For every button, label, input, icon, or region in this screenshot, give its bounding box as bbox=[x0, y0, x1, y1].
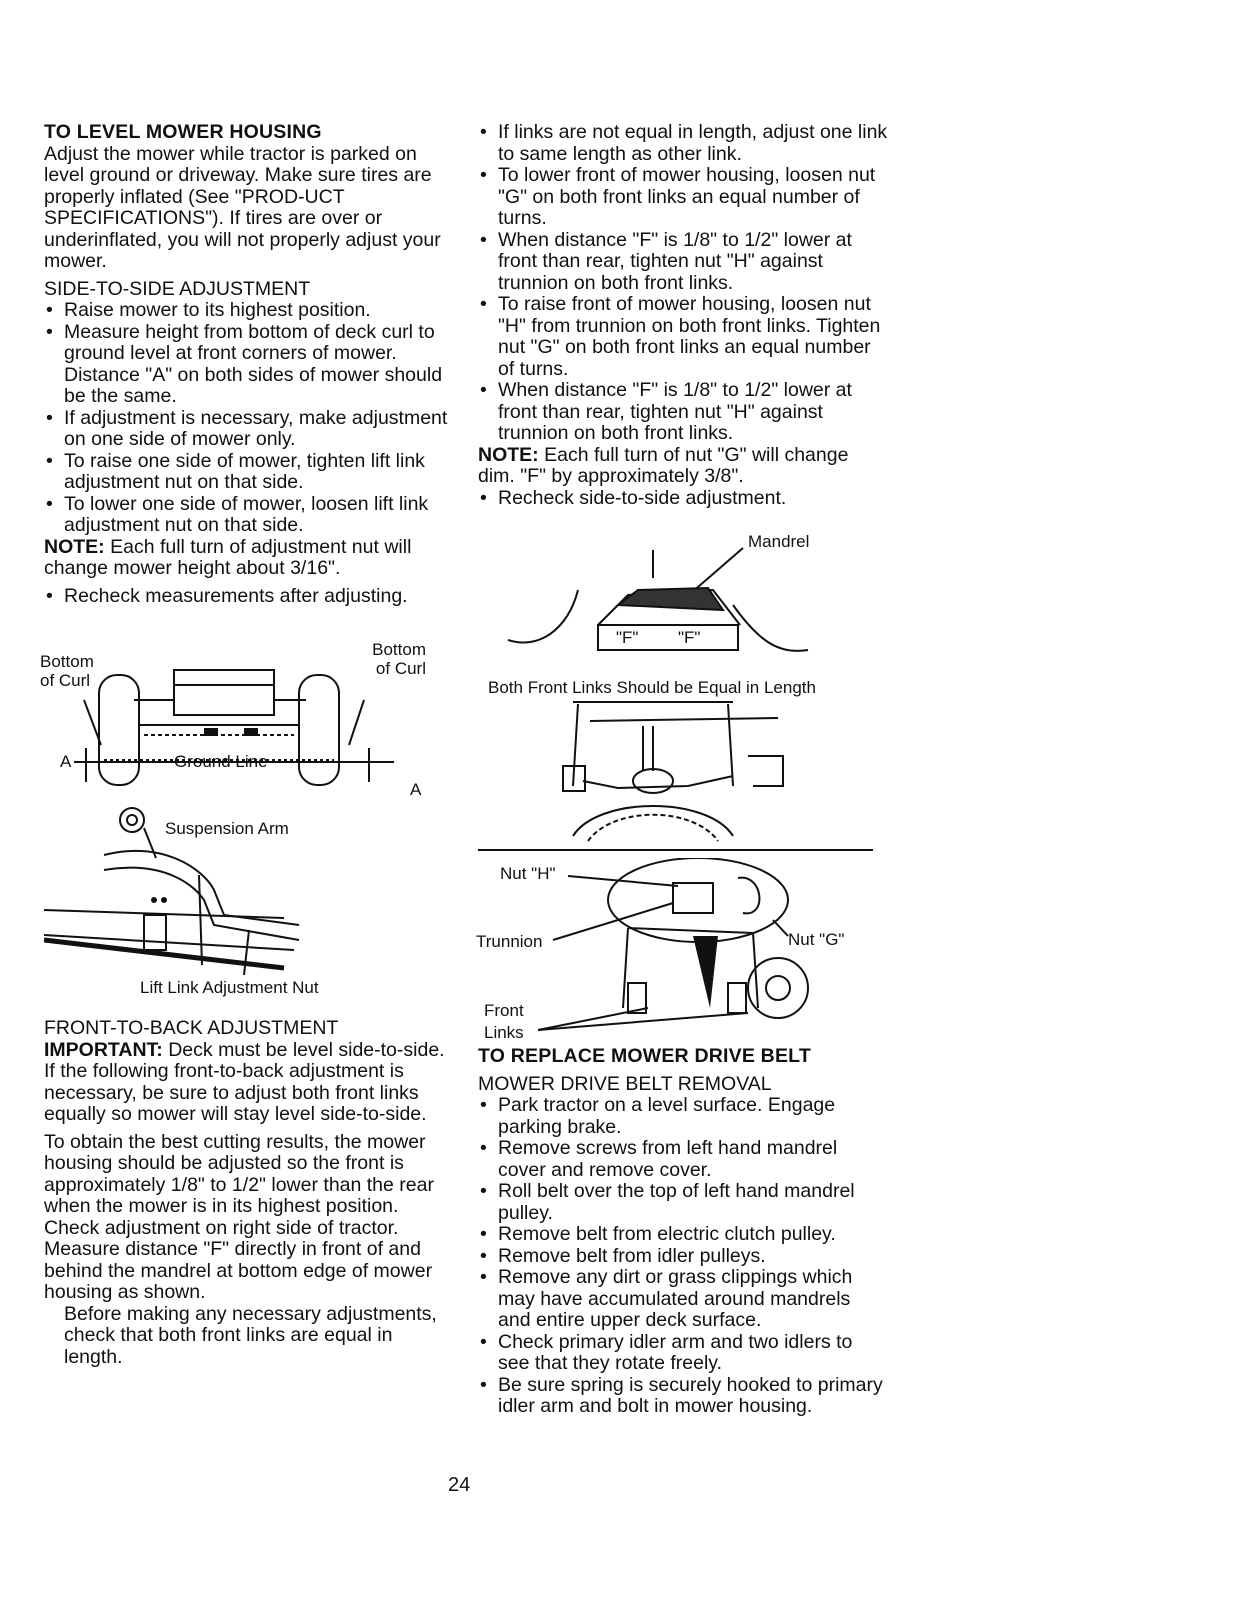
list-item: • To lower one side of mower, loosen lift link adjustment nut on that side. bbox=[44, 494, 454, 537]
list-item: • If adjustment is necessary, make adjustment on one side of mower only. bbox=[44, 408, 454, 451]
important-label: IMPORTANT: bbox=[44, 1038, 163, 1061]
fig1-right-label: Bottom of Curl bbox=[372, 640, 426, 678]
nut-h-label: Nut "H" bbox=[500, 864, 556, 883]
side-to-side-figure bbox=[40, 640, 454, 800]
intro-paragraph: Adjust the mower while tractor is parked on level ground or driveway. Make sure tires are properly inflated (See "PROD-UCT SPECIFICATIONS"). If tires are over or underinflated, you will not properly adjust your mower. bbox=[44, 142, 441, 272]
list-item: • To raise front of mower housing, loosen nut "H" from trunnion on both front links. Tighten nut "G" on both front links an equal number of turns. bbox=[478, 294, 888, 380]
list-item: • Park tractor on a level surface. Engage parking brake. bbox=[478, 1095, 888, 1138]
side-to-side-list bbox=[44, 300, 454, 537]
list-item: • Raise mower to its highest position. bbox=[44, 300, 454, 322]
right-column-lower bbox=[478, 1046, 888, 1418]
equal-links-caption: Both Front Links Should be Equal in Length bbox=[488, 678, 816, 697]
list-item: • To lower front of mower housing, loosen nut "G" on both front links an equal number of turns. bbox=[478, 165, 888, 230]
important-paragraph bbox=[44, 1040, 454, 1126]
note-label: NOTE: bbox=[478, 443, 539, 466]
mandrel-diagram bbox=[478, 530, 888, 670]
note-paragraph bbox=[44, 537, 454, 580]
list-item: • Check primary idler arm and two idlers to see that they rotate freely. bbox=[478, 1332, 888, 1375]
list-item: • Be sure spring is securely hooked to primary idler arm and bolt in mower housing. bbox=[478, 1375, 888, 1418]
list-item: • When distance "F" is 1/8" to 1/2" lower at front than rear, tighten nut "H" against trunnion on both front links. bbox=[478, 230, 888, 295]
front-links-label: Front Links bbox=[484, 1001, 524, 1042]
nut-g-label: Nut "G" bbox=[788, 930, 845, 949]
trunnion-label: Trunnion bbox=[476, 932, 543, 951]
fig1-a-right-label: A bbox=[410, 780, 422, 799]
note-label: NOTE: bbox=[44, 535, 105, 558]
side-to-side-heading: SIDE-TO-SIDE ADJUSTMENT bbox=[44, 277, 311, 300]
mandrel-figure bbox=[478, 530, 888, 670]
check-adjustment-paragraph: Check adjustment on right side of tractor. Measure distance "F" directly in front of and behind the mandrel at bottom edge of mower housing as shown. bbox=[44, 1216, 433, 1303]
list-item: • Measure height from bottom of deck curl to ground level at front corners of mower. Distance "A" on both sides of mower should be the same. bbox=[44, 322, 454, 408]
suspension-arm-label: Suspension Arm bbox=[165, 819, 289, 838]
right-column bbox=[478, 122, 888, 509]
left-column-lower bbox=[44, 1018, 454, 1368]
front-links-diagram bbox=[478, 676, 888, 851]
best-results-paragraph: To obtain the best cutting results, the mower housing should be adjusted so the front is approximately 1/8" to 1/2" lower than the rear when the mower is in its highest position. bbox=[44, 1130, 434, 1217]
list-item: • If links are not equal in length, adjust one link to same length as other link. bbox=[478, 122, 888, 165]
left-column bbox=[44, 122, 454, 607]
fig1-left-label: Bottom of Curl bbox=[40, 652, 94, 690]
recheck-list bbox=[44, 586, 454, 608]
fig1-a-left-label: A bbox=[60, 752, 72, 771]
note-paragraph bbox=[478, 445, 888, 488]
section-heading-level-mower: TO LEVEL MOWER HOUSING bbox=[44, 121, 322, 143]
list-item: • Recheck measurements after adjusting. bbox=[44, 586, 454, 608]
list-item: • To raise one side of mower, tighten lift link adjustment nut on that side. bbox=[44, 451, 454, 494]
mandrel-label: Mandrel bbox=[748, 532, 810, 551]
list-item: • Remove screws from left hand mandrel cover and remove cover. bbox=[478, 1138, 888, 1181]
front-adjust-list bbox=[478, 122, 888, 445]
before-adjust-paragraph: Before making any necessary adjustments, check that both front links are equal in length. bbox=[64, 1302, 437, 1368]
suspension-arm-figure bbox=[44, 800, 454, 1005]
f-rear-label: "F" bbox=[678, 628, 701, 647]
list-item: • Remove belt from electric clutch pulley. bbox=[478, 1224, 888, 1246]
fig1-ground-line-label: Ground Line bbox=[174, 752, 268, 771]
list-item: • Remove any dirt or grass clippings which may have accumulated around mandrels and entire upper deck surface. bbox=[478, 1267, 888, 1332]
note-text: Each full turn of adjustment nut will change mower height about 3/16". bbox=[44, 535, 412, 579]
important-text: Deck must be level side-to-side. If the following front-to-back adjustment is necessary, be sure to adjust both front links equally so mower will stay level side-to-side. bbox=[44, 1038, 445, 1125]
lift-link-nut-label: Lift Link Adjustment Nut bbox=[140, 978, 319, 997]
belt-removal-heading: MOWER DRIVE BELT REMOVAL bbox=[478, 1072, 772, 1095]
belt-removal-list bbox=[478, 1095, 888, 1418]
front-links-figure bbox=[478, 676, 888, 851]
list-item: • Remove belt from idler pulleys. bbox=[478, 1246, 888, 1268]
nut-detail-figure bbox=[478, 858, 888, 1048]
f-front-label: "F" bbox=[616, 628, 639, 647]
list-item: • When distance "F" is 1/8" to 1/2" lower at front than rear, tighten nut "H" against trunnion on both front links. bbox=[478, 380, 888, 445]
page-number: 24 bbox=[448, 1474, 471, 1496]
list-item: • Recheck side-to-side adjustment. bbox=[478, 488, 888, 510]
replace-belt-heading: TO REPLACE MOWER DRIVE BELT bbox=[478, 1045, 811, 1067]
note-text: Each full turn of nut "G" will change dim. "F" by approximately 3/8". bbox=[478, 443, 849, 487]
list-item: • Roll belt over the top of left hand mandrel pulley. bbox=[478, 1181, 888, 1224]
recheck-list bbox=[478, 488, 888, 510]
front-to-back-heading: FRONT-TO-BACK ADJUSTMENT bbox=[44, 1017, 339, 1039]
